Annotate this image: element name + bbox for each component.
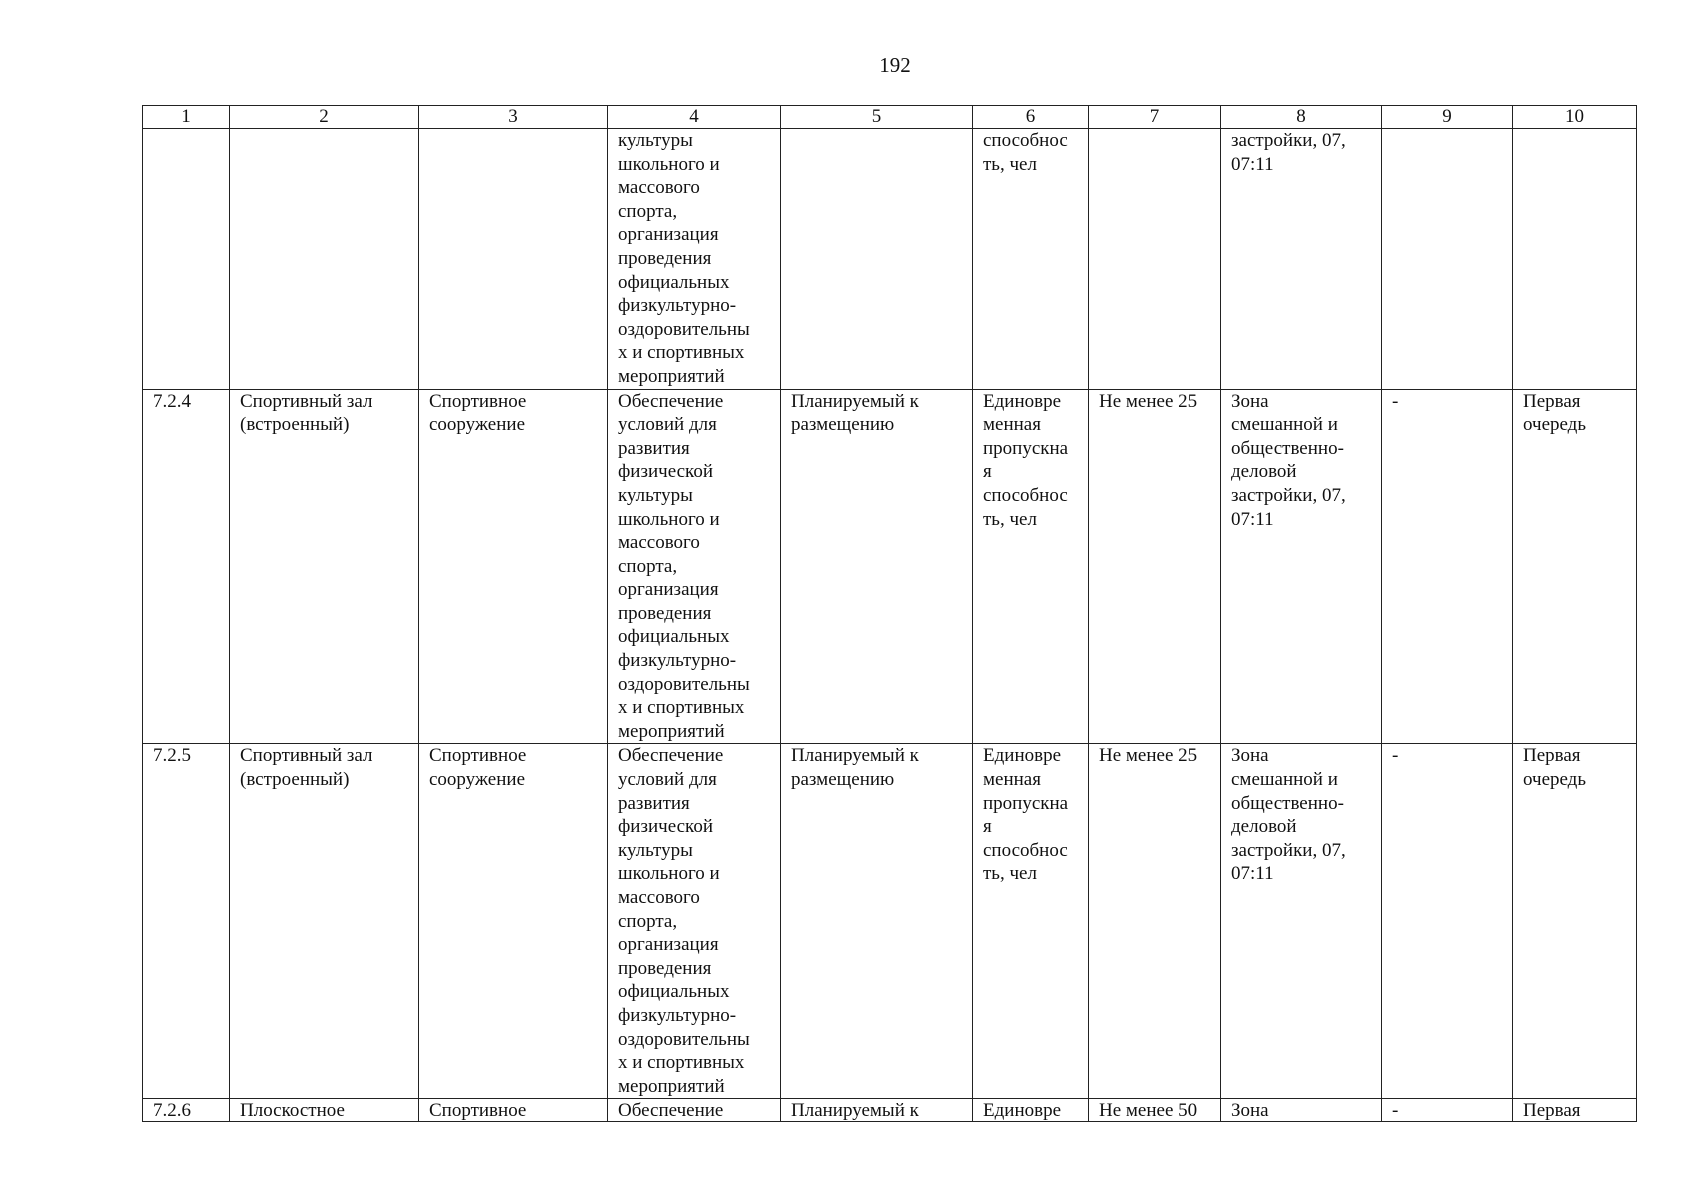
cell-text: Зона смешанной и общественно- деловой застройки, 07, 07:11 — [1231, 745, 1346, 885]
cell-text: Обеспечение условий для развития физической культуры школьного и массового спорта, организация проведения официальных физкультурно- оздоровительны х и спортивных мероприятий — [618, 390, 750, 742]
table-cell — [973, 129, 1089, 390]
table-cell — [973, 1099, 1089, 1122]
table-cell — [1513, 129, 1637, 390]
cell-text: Первая очередь — [1523, 390, 1587, 436]
table-cell — [608, 1099, 781, 1122]
cell-text: 7.2.6 — [153, 1100, 191, 1122]
table-cell — [419, 744, 608, 1099]
table-cell — [143, 1099, 230, 1122]
cell-text: Обеспечение условий для развития физической культуры школьного и массового спорта, организация проведения официальных физкультурно- оздоровительны х и спортивных мероприятий — [618, 745, 750, 1097]
table-cell — [973, 744, 1089, 1099]
cell-text: Планируемый к — [791, 1100, 919, 1122]
page-number: 192 — [879, 53, 911, 77]
table-cell — [419, 389, 608, 744]
cell-text: Обеспечение — [618, 1100, 724, 1122]
data-table — [142, 105, 1637, 1122]
cell-text: - — [1392, 745, 1399, 767]
cell-text: Спортивный зал (встроенный) — [240, 390, 373, 436]
column-header: 10 — [1513, 106, 1637, 129]
table-cell — [230, 744, 419, 1099]
cell-text: - — [1392, 1100, 1399, 1122]
cell-text: Спортивное сооружение — [429, 745, 527, 791]
table-cell — [1089, 129, 1221, 390]
cell-text: 7.2.5 — [153, 745, 191, 767]
table-cell — [419, 129, 608, 390]
table-cell — [143, 744, 230, 1099]
table-cell — [1221, 389, 1382, 744]
cell-text: Зона смешанной и общественно- деловой застройки, 07, 07:11 — [1231, 390, 1346, 530]
table-cell — [1221, 129, 1382, 390]
table-cell — [608, 389, 781, 744]
cell-text: застройки, 07, 07:11 — [1231, 130, 1346, 175]
table-cell — [608, 129, 781, 390]
table-cell — [143, 129, 230, 390]
cell-text: Не менее 50 — [1099, 1100, 1198, 1122]
table-cell — [230, 389, 419, 744]
table-cell — [1382, 129, 1513, 390]
table-cell — [781, 744, 973, 1099]
table-cell — [1089, 744, 1221, 1099]
table-row — [143, 744, 1637, 1099]
cell-text: Не менее 25 — [1099, 390, 1198, 412]
cell-text: Планируемый к размещению — [791, 390, 919, 436]
table-cell — [781, 389, 973, 744]
cell-text: 7.2.4 — [153, 390, 191, 412]
cell-text: Единовре менная пропускна я способнос ть, чел — [983, 745, 1069, 885]
column-header: 1 — [143, 106, 230, 129]
table-cell — [781, 1099, 973, 1122]
column-header: 2 — [230, 106, 419, 129]
cell-text: Спортивное — [429, 1100, 527, 1122]
cell-text: Спортивное сооружение — [429, 390, 527, 436]
table-cell — [973, 389, 1089, 744]
cell-text: Зона — [1231, 1100, 1269, 1122]
cell-text: способнос ть, чел — [983, 130, 1068, 175]
table-cell — [1089, 1099, 1221, 1122]
table-cell — [1382, 1099, 1513, 1122]
table-cell — [1382, 389, 1513, 744]
column-header: 4 — [608, 106, 781, 129]
table-row — [143, 1099, 1637, 1122]
table-cell — [1382, 744, 1513, 1099]
cell-text: - — [1392, 390, 1399, 412]
table-cell — [1513, 389, 1637, 744]
table-header-row — [143, 106, 1637, 129]
column-header: 8 — [1221, 106, 1382, 129]
table-cell — [1221, 1099, 1382, 1122]
cell-text: Единовре менная пропускна я способнос ть, чел — [983, 390, 1069, 530]
column-header: 9 — [1382, 106, 1513, 129]
table-cell — [1221, 744, 1382, 1099]
column-header: 7 — [1089, 106, 1221, 129]
column-header: 3 — [419, 106, 608, 129]
table-cell — [1089, 389, 1221, 744]
column-header: 6 — [973, 106, 1089, 129]
column-header: 5 — [781, 106, 973, 129]
cell-text: Плоскостное — [240, 1100, 345, 1122]
table-cell — [608, 744, 781, 1099]
table-cell — [143, 389, 230, 744]
cell-text: Не менее 25 — [1099, 745, 1198, 767]
table-cell — [1513, 1099, 1637, 1122]
table-cell — [230, 1099, 419, 1122]
cell-text: Спортивный зал (встроенный) — [240, 745, 373, 791]
cell-text: Планируемый к размещению — [791, 745, 919, 791]
cell-text: Первая очередь — [1523, 745, 1587, 791]
table-cell — [419, 1099, 608, 1122]
table-cell — [781, 129, 973, 390]
cell-text: Первая — [1523, 1100, 1581, 1122]
table-cell — [1513, 744, 1637, 1099]
cell-text: культуры школьного и массового спорта, организация проведения официальных физкультурно- оздоровительны х и спортивных мероприятий — [618, 130, 750, 387]
table-row — [143, 129, 1637, 390]
table-cell — [230, 129, 419, 390]
cell-text: Единовре — [983, 1100, 1062, 1122]
table-row — [143, 389, 1637, 744]
